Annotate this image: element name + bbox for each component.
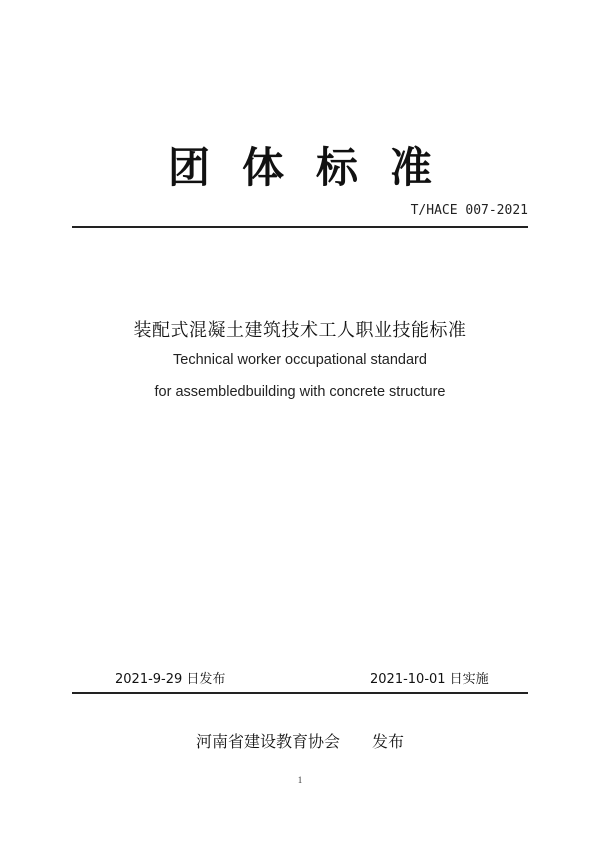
publisher-line [0, 729, 600, 752]
bottom-divider [72, 692, 528, 694]
standard-code: T/HACE 007-2021 [410, 203, 528, 218]
publisher-action: 发布 [372, 732, 405, 751]
title-english-line-1: Technical worker occupational standard [173, 352, 427, 368]
publisher-organization: 河南省建设教育协会 [195, 732, 340, 751]
document-type-heading: 团体标准 [167, 143, 464, 192]
title-english-line-2: for assembledbuilding with concrete structure [154, 384, 446, 400]
top-divider [72, 226, 528, 228]
title-chinese: 装配式混凝土建筑技术工人职业技能标准 [133, 320, 467, 341]
implementation-date: 2021-10-01 日实施 [370, 672, 489, 687]
page-number: 1 [297, 775, 303, 785]
issue-date: 2021-9-29 日发布 [115, 672, 226, 687]
